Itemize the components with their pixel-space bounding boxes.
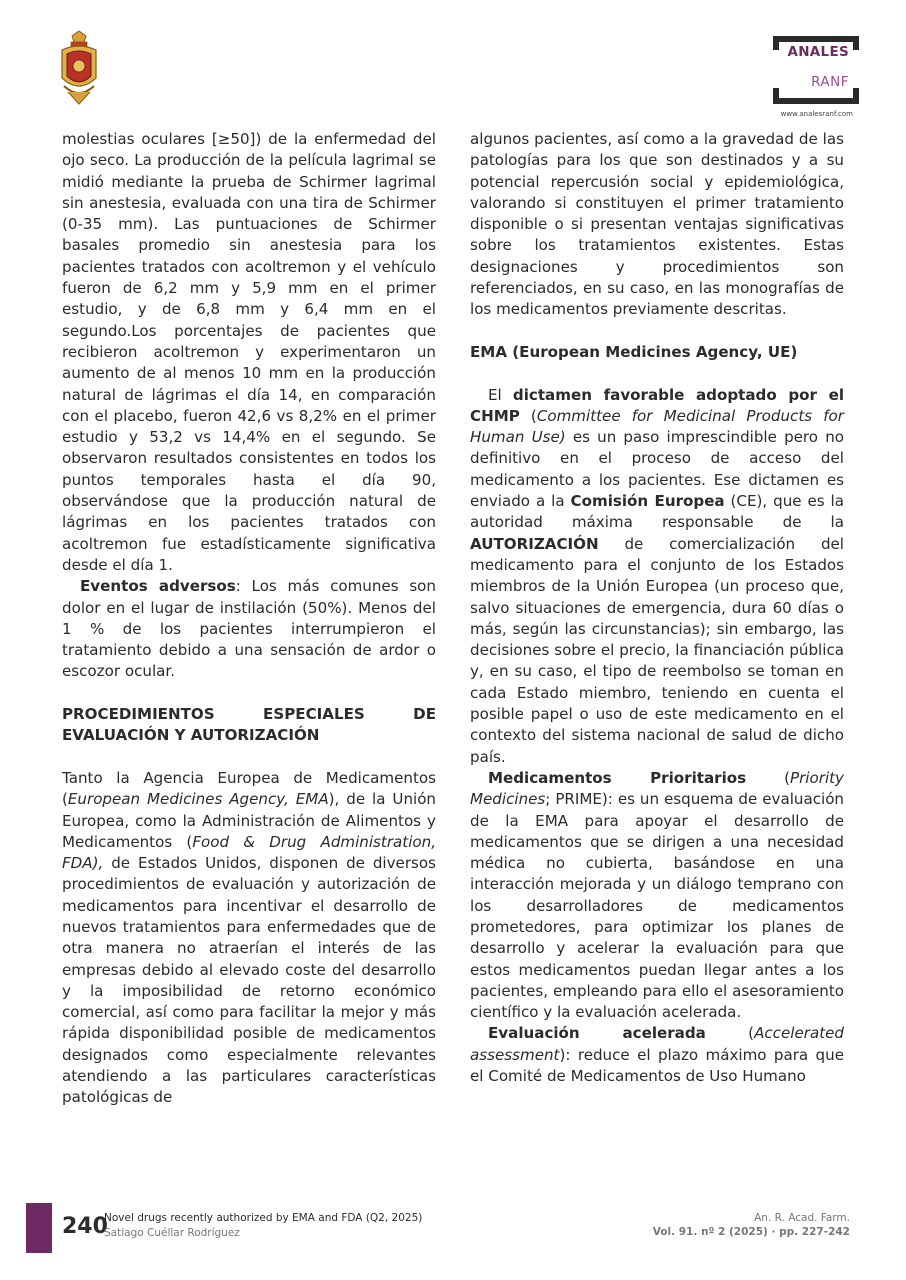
text-run: Tanto la Agencia Europea de Medicamentos ( [62, 768, 436, 809]
text-run-bold: Evaluación acelerada [488, 1024, 706, 1043]
anales-ranf-logo [757, 30, 853, 120]
text-run-italic: European Medicines Agency, EMA [67, 790, 329, 809]
academy-seal-logo [54, 30, 104, 106]
logo-anales-text: ANALES [787, 44, 849, 60]
text-run: de Estados Unidos, disponen de diversos procedimientos de evaluación y autorización de medicamentos para incentivar el desarrollo de nuevos tratamientos para enfermedades que de otra manera no atraerían el interés de las empresas debido al elevado coste del desarrollo y la imposibilidad de retorno económico comercial, así como para facilitar la mejor y más rápida disponibilidad posible de medicamentos designados como especialmente relevantes atendiendo a las particulares características patológicas de [62, 854, 436, 1107]
text-run: (CE), que es la autoridad máxima responsable de la [470, 492, 844, 532]
text-run: ( [746, 768, 790, 787]
right-paragraph-accelerated [470, 1023, 844, 1087]
left-paragraph-adverse-events [62, 576, 436, 682]
text-run-bold: Comisión Europea [570, 492, 725, 511]
text-run: es un paso imprescindible pero no definitivo en el proceso de acceso del medicamento a los pacientes. Ese dictamen es enviado a la [470, 428, 845, 511]
footer-author: Satiago Cuéllar Rodríguez [104, 1227, 240, 1239]
page-number: 240 [62, 1214, 108, 1239]
text-run-italic: Committee for Medicinal Products for Human Use) [470, 406, 845, 447]
footer-volume: Vol. 91. nº 2 (2025) · pp. 227-242 [652, 1226, 850, 1238]
right-paragraph-prime [470, 768, 844, 1024]
left-column [62, 129, 436, 1109]
text-run-italic: Priority Medicines [470, 768, 844, 809]
text-run-italic: Food & Drug Administration, FDA), [62, 832, 436, 873]
text-run: El [488, 385, 513, 404]
right-column [470, 129, 844, 1087]
footer-journal: An. R. Acad. Farm. [754, 1212, 850, 1224]
text-run: ), de la Unión Europea, como la Administración de Alimentos y Medicamentos ( [62, 790, 436, 851]
text-run-italic: Accelerated assessment [470, 1024, 844, 1064]
left-paragraph-1: molestias oculares [≥50]) de la enfermedad del ojo seco. La producción de la película lagrimal se midió mediante la prueba de Schirmer lagrimal sin anestesia, evaluada con una tira de Schirmer (0-35 mm). Las puntuaciones de Schirmer basales promedio sin anestesia para los pacientes tratados con acoltremon y el vehículo fueron de 6,2 mm y 5,9 mm en el primer estudio, y de 6,8 mm y 6,4 mm en el segundo.Los porcentajes de pacientes que recibieron acoltremon y experimentaron un aumento de al menos 10 mm en la producción natural de lágrimas el día 14, en comparación con el placebo, fueron 42,6 vs 8,2% en el primer estudio y 53,2 vs 14,4% en el segundo. Se observaron resultados consistentes en todos los puntos temporales hasta el día 90, observándose que la producción natural de lágrimas en los pacientes tratados con acoltremon fue estadísticamente significativa desde el día 1. [62, 130, 436, 574]
text-run-bold: Medicamentos Prioritarios [488, 768, 747, 787]
text-run: ( [705, 1024, 755, 1043]
text-run-bold: AUTORIZACIÓN [470, 534, 599, 553]
logo-url: www.analesranf.com [780, 110, 853, 118]
adverse-events-label: Eventos adversos [80, 577, 236, 596]
logo-ranf-text: RANF [811, 74, 849, 90]
adverse-events-text: : Los más comunes son dolor en el lugar de instilación (50%). Menos del 1 % de los pacientes interrumpieron el tratamiento debido a una sensación de ardor o escozor ocular. [62, 577, 436, 681]
right-paragraph-chmp [470, 385, 844, 768]
text-run: de comercialización del medicamento para el conjunto de los Estados miembros de la Unión Europea (un proceso que, salvo situaciones de emergencia, dura 60 días o más, según las circunstancias); sin embargo, las decisiones sobre el precio, la financiación pública y, en su caso, el tipo de reembolso se toman en cada Estado miembro, teniendo en cuenta el posible papel o uso de este medicamento en el contexto del sistema nacional de salud de dicho país. [470, 534, 844, 766]
section-heading-ema: EMA (European Medicines Agency, UE) [470, 342, 798, 361]
section-heading-procedures: PROCEDIMIENTOS ESPECIALES DE EVALUACIÓN Y AUTORIZACIÓN [62, 705, 436, 745]
text-run: ( [519, 406, 537, 425]
footer-article-title: Novel drugs recently authorized by EMA and FDA (Q2, 2025) [104, 1212, 423, 1224]
text-run-bold: dictamen favorable adoptado por el CHMP [470, 385, 844, 425]
text-run: ; PRIME): es un esquema de evaluación de la EMA para apoyar el desarrollo de medicamentos que se dirigen a una necesidad médica no cubierta, basándose en una interacción mejorada y un diálogo temprano con los desarrolladores de medicamentos prometedores, para optimizar los planes de desarrollo y acelerar la evaluación para que estos medicamentos puedan llegar antes a los pacientes, empleando para ello el asesoramiento científico y la evaluación acelerada. [470, 790, 844, 1022]
right-paragraph-1: algunos pacientes, así como a la gravedad de las patologías para los que son destinados y a su potencial repercusión social y epidemiológica, valorando si constituyen el primer tratamiento disponible o si presentan ventajas significativas sobre los tratamientos existentes. Estas designaciones y procedimientos son referenciados, en su caso, en las monografías de los medicamentos previamente descritas. [470, 130, 844, 319]
text-run: ): reduce el plazo máximo para que el Comité de Medicamentos de Uso Humano [470, 1045, 844, 1086]
footer-accent-bar [26, 1203, 52, 1253]
logo-frame-bottom [773, 88, 859, 104]
left-paragraph-procedures [62, 768, 436, 1109]
